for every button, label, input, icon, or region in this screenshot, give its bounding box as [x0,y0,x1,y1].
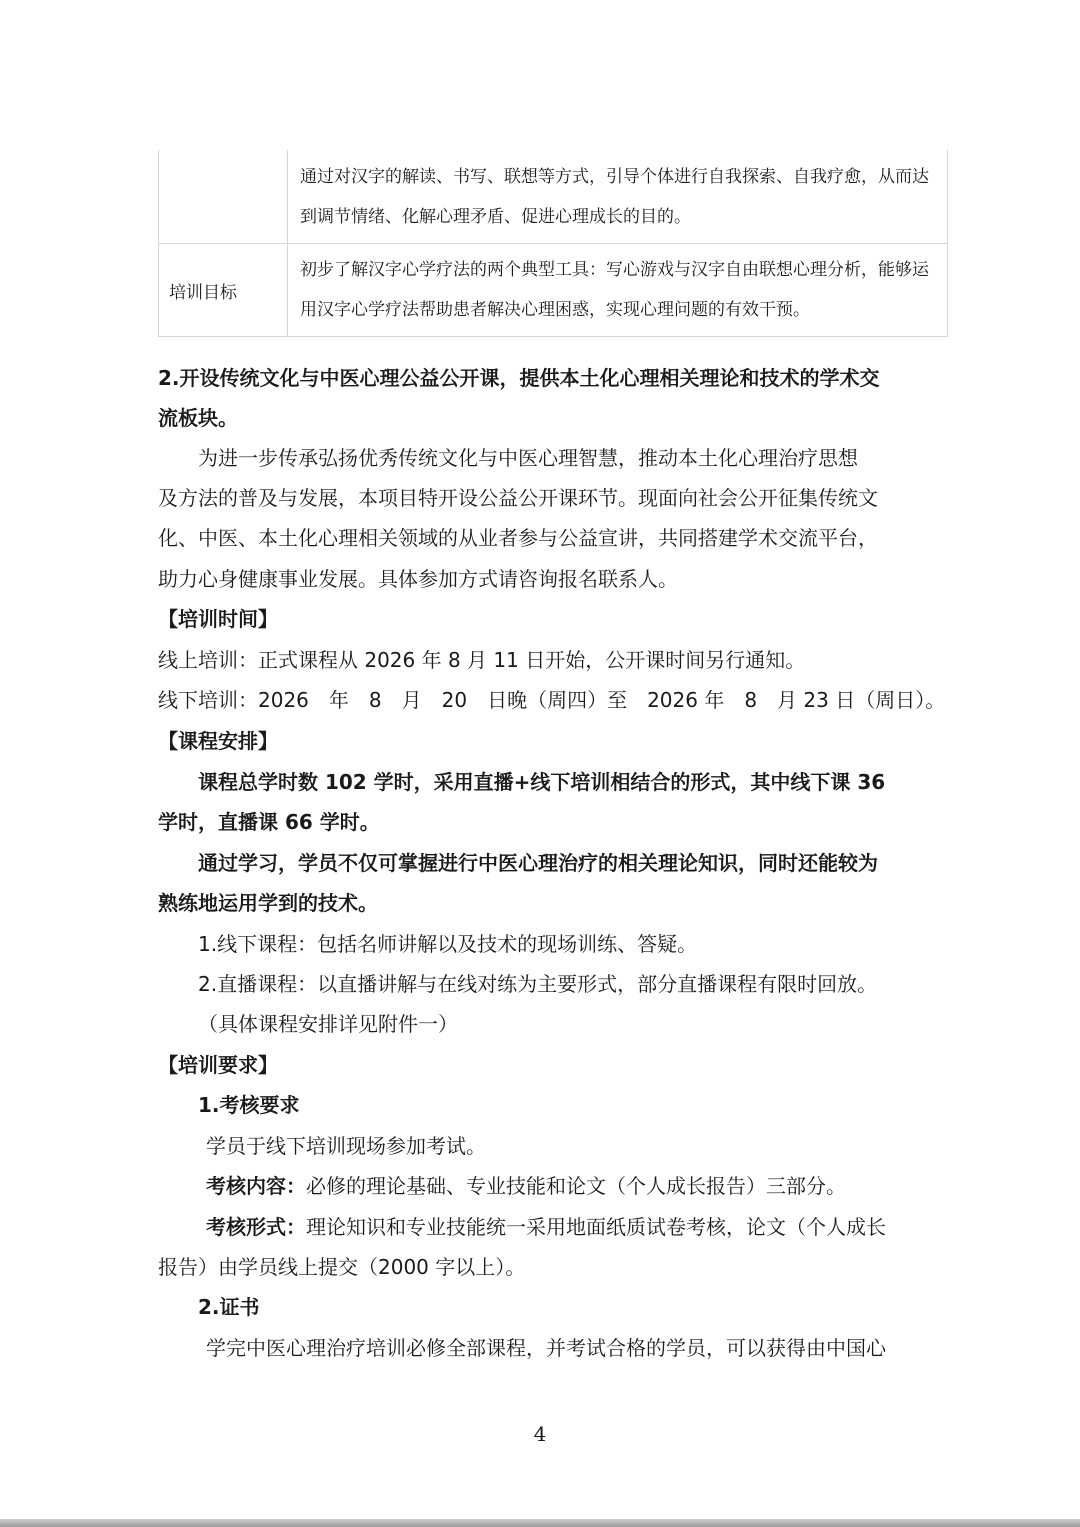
section2-para-line2: 及方法的普及与发展，本项目特开设公益公开课环节。现面向社会公开征集传统文 [158,486,878,510]
requirements-cert-text: 学完中医心理治疗培训必修全部课程，并考试合格的学员，可以获得由中国心 [206,1336,886,1360]
training-time-online: 线上培训：正式课程从 2026 年 8 月 11 日开始，公开课时间另行通知。 [158,648,806,672]
section2-heading-line1: 2.开设传统文化与中医心理公益公开课，提供本土化心理相关理论和技术的学术交 [158,366,880,390]
exam-form-text: 理论知识和专业技能统一采用地面纸质试卷考核，论文（个人成长 [306,1215,886,1239]
section2-para-line3: 化、中医、本土化心理相关领域的从业者参与公益宣讲，共同搭建学术交流平台， [158,526,878,550]
exam-content-text: 必修的理论基础、专业技能和论文（个人成长报告）三部分。 [306,1174,846,1198]
section2-para-line4: 助力心身健康事业发展。具体参加方式请咨询报名联系人。 [158,567,678,591]
training-table [158,150,948,337]
section2-heading-line2: 流板块。 [158,406,238,430]
table-cell-goal: 初步了解汉字心学疗法的两个典型工具：写心游戏与汉字自由联想心理分析，能够运用汉字心学疗法帮助患者解决心理困惑，实现心理问题的有效干预。 [288,244,948,337]
requirements-exam-place: 学员于线下培训现场参加考试。 [206,1134,486,1158]
requirements-heading: 【培训要求】 [158,1053,278,1077]
training-time-offline: 线下培训：2026 年 8 月 20 日晚（周四）至 2026 年 8 月 23 日（周日）。 [158,688,946,712]
schedule-hours-line1: 课程总学时数 102 学时，采用直播+线下培训相结合的形式，其中线下课 36 [198,770,886,794]
table-cell-description: 通过对汉字的解读、书写、联想等方式，引导个体进行自我探索、自我疗愈，从而达到调节情绪、化解心理矛盾、促进心理成长的目的。 [288,151,948,244]
exam-content-label: 考核内容： [206,1174,306,1198]
schedule-item-offline: 1.线下课程：包括名师讲解以及技术的现场训练、答疑。 [198,932,698,956]
requirements-exam-content [206,1166,990,1207]
table-row [159,151,948,244]
table-row [159,244,948,337]
requirements-exam-form-line2: 报告）由学员线上提交（2000 字以上）。 [158,1255,526,1279]
schedule-goal-line1: 通过学习，学员不仅可掌握进行中医心理治疗的相关理论知识，同时还能较为 [198,851,878,875]
requirements-exam-form-line1 [206,1207,990,1248]
schedule-goal-line2: 熟练地运用学到的技术。 [158,891,378,915]
requirements-exam-title: 1.考核要求 [198,1093,300,1117]
schedule-heading: 【课程安排】 [158,729,278,753]
requirements-cert-title: 2.证书 [198,1295,260,1319]
schedule-note: （具体课程安排详见附件一） [198,1012,458,1036]
schedule-hours-line2: 学时，直播课 66 学时。 [158,810,380,834]
section2-para-line1: 为进一步传承弘扬优秀传统文化与中医心理智慧，推动本土化心理治疗思想 [198,446,858,470]
training-time-heading: 【培训时间】 [158,607,278,631]
table-label-empty [159,151,288,244]
schedule-item-live: 2.直播课程：以直播讲解与在线对练为主要形式，部分直播课程有限时回放。 [198,972,878,996]
page-number: 4 [533,1422,547,1446]
exam-form-label: 考核形式： [206,1215,306,1239]
scan-edge [0,1519,1080,1527]
table-label-goal: 培训目标 [159,244,288,337]
